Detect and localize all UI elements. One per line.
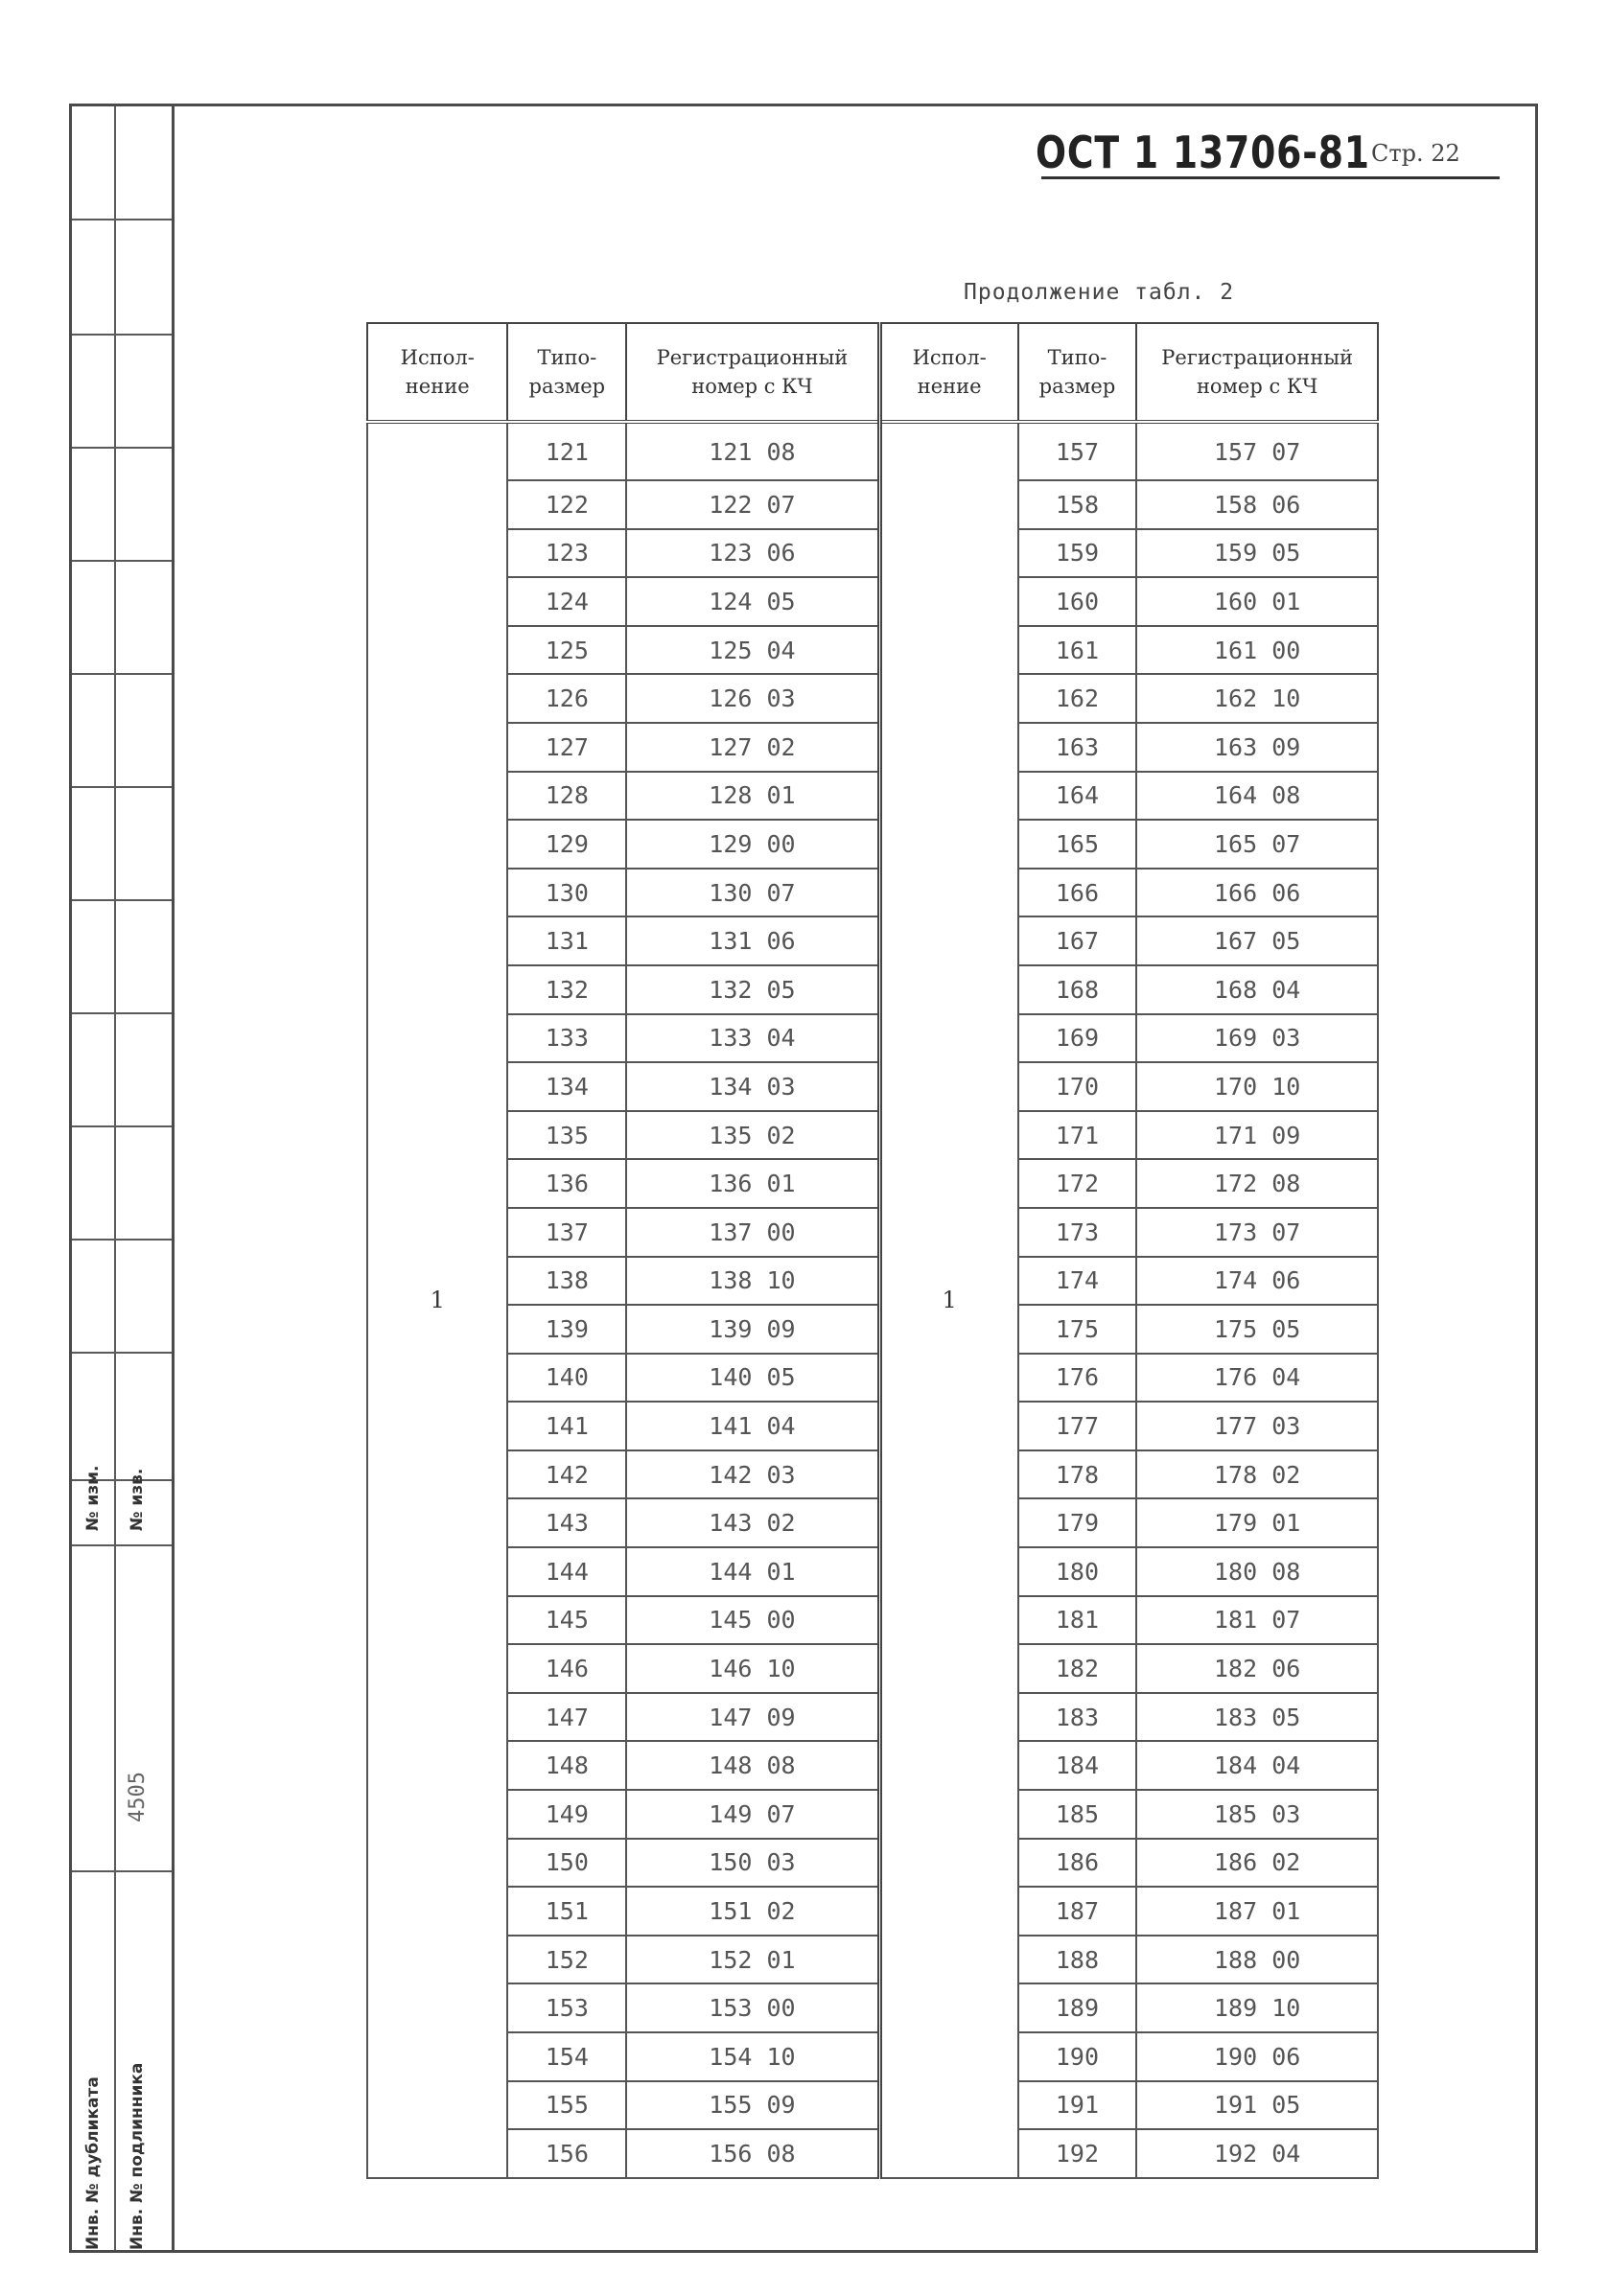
size-cell: 169: [1018, 1014, 1137, 1063]
table-row: [367, 820, 1378, 869]
strip-divider: [114, 106, 116, 2250]
strip-tick: [72, 219, 172, 220]
size-cell: 156: [507, 2129, 626, 2178]
size-cell: 185: [1018, 1790, 1137, 1839]
regnum-cell: 121 08: [626, 422, 879, 480]
size-cell: 154: [507, 2032, 626, 2081]
regnum-cell: 163 09: [1136, 723, 1378, 772]
header-regnum-right: Регистрационный номер с КЧ: [1136, 323, 1378, 422]
size-cell: 152: [507, 1936, 626, 1984]
regnum-cell: 161 00: [1136, 626, 1378, 675]
table-header-row: [367, 323, 1378, 422]
regnum-cell: 140 05: [626, 1354, 879, 1403]
size-cell: 181: [1018, 1596, 1137, 1645]
regnum-cell: 176 04: [1136, 1354, 1378, 1403]
size-cell: 144: [507, 1547, 626, 1596]
regnum-cell: 126 03: [626, 674, 879, 723]
size-cell: 133: [507, 1014, 626, 1063]
regnum-cell: 187 01: [1136, 1887, 1378, 1936]
regnum-cell: 124 05: [626, 577, 879, 626]
regnum-cell: 153 00: [626, 1983, 879, 2032]
strip-tick: [72, 899, 172, 901]
size-cell: 174: [1018, 1257, 1137, 1306]
doc-header: [1036, 127, 1460, 178]
size-cell: 136: [507, 1159, 626, 1208]
regnum-cell: 179 01: [1136, 1498, 1378, 1547]
size-cell: 162: [1018, 674, 1137, 723]
regnum-cell: 130 07: [626, 869, 879, 917]
table-row: [367, 2129, 1378, 2178]
size-cell: 186: [1018, 1839, 1137, 1888]
regnum-cell: 183 05: [1136, 1693, 1378, 1742]
size-cell: 141: [507, 1402, 626, 1450]
regnum-cell: 144 01: [626, 1547, 879, 1596]
size-cell: 131: [507, 916, 626, 965]
size-cell: 148: [507, 1741, 626, 1790]
regnum-cell: 131 06: [626, 916, 879, 965]
table-row: [367, 1644, 1378, 1693]
size-cell: 137: [507, 1208, 626, 1257]
size-cell: 158: [1018, 480, 1137, 529]
table-row: [367, 916, 1378, 965]
regnum-cell: 165 07: [1136, 820, 1378, 869]
registration-table: [366, 322, 1379, 2179]
size-cell: 129: [507, 820, 626, 869]
page-number: Стр. 22: [1371, 140, 1460, 167]
size-cell: 191: [1018, 2081, 1137, 2130]
strip-label-duplicate-inv: Инв. № дубликата: [83, 2076, 103, 2250]
table-row: [367, 674, 1378, 723]
regnum-cell: 141 04: [626, 1402, 879, 1450]
size-cell: 163: [1018, 723, 1137, 772]
size-cell: 153: [507, 1983, 626, 2032]
table-row: [367, 1402, 1378, 1450]
regnum-cell: 138 10: [626, 1257, 879, 1306]
size-cell: 176: [1018, 1354, 1137, 1403]
size-cell: 149: [507, 1790, 626, 1839]
regnum-cell: 172 08: [1136, 1159, 1378, 1208]
size-cell: 140: [507, 1354, 626, 1403]
header-regnum-left: Регистрационный номер с КЧ: [626, 323, 879, 422]
size-cell: 143: [507, 1498, 626, 1547]
regnum-cell: 122 07: [626, 480, 879, 529]
regnum-cell: 123 06: [626, 529, 879, 578]
size-cell: 145: [507, 1596, 626, 1645]
size-cell: 130: [507, 869, 626, 917]
size-cell: 122: [507, 480, 626, 529]
size-cell: 134: [507, 1062, 626, 1111]
table-caption: Продолжение табл. 2: [964, 280, 1235, 305]
table-row: [367, 965, 1378, 1014]
strip-tick: [72, 447, 172, 449]
regnum-cell: 157 07: [1136, 422, 1378, 480]
size-cell: 170: [1018, 1062, 1137, 1111]
regnum-cell: 128 01: [626, 772, 879, 821]
size-cell: 167: [1018, 916, 1137, 965]
size-cell: 172: [1018, 1159, 1137, 1208]
size-cell: 188: [1018, 1936, 1137, 1984]
size-cell: 168: [1018, 965, 1137, 1014]
regnum-cell: 181 07: [1136, 1596, 1378, 1645]
regnum-cell: 156 08: [626, 2129, 879, 2178]
strip-tick: [72, 1012, 172, 1014]
regnum-cell: 150 03: [626, 1839, 879, 1888]
table-row: [367, 1450, 1378, 1499]
table-row: [367, 1547, 1378, 1596]
size-cell: 183: [1018, 1693, 1137, 1742]
regnum-cell: 177 03: [1136, 1402, 1378, 1450]
size-cell: 180: [1018, 1547, 1137, 1596]
table-row: [367, 1498, 1378, 1547]
regnum-cell: 189 10: [1136, 1983, 1378, 2032]
size-cell: 142: [507, 1450, 626, 1499]
size-cell: 166: [1018, 869, 1137, 917]
regnum-cell: 151 02: [626, 1887, 879, 1936]
table-row: [367, 1839, 1378, 1888]
size-cell: 126: [507, 674, 626, 723]
size-cell: 132: [507, 965, 626, 1014]
size-cell: 135: [507, 1111, 626, 1160]
strip-inventory-number: 4505: [126, 1772, 150, 1822]
size-cell: 175: [1018, 1305, 1137, 1354]
strip-tick: [72, 1544, 172, 1546]
table-row: [367, 1111, 1378, 1160]
table-row: [367, 1062, 1378, 1111]
regnum-cell: 134 03: [626, 1062, 879, 1111]
size-cell: 178: [1018, 1450, 1137, 1499]
regnum-cell: 186 02: [1136, 1839, 1378, 1888]
size-cell: 171: [1018, 1111, 1137, 1160]
size-cell: 177: [1018, 1402, 1137, 1450]
regnum-cell: 125 04: [626, 626, 879, 675]
regnum-cell: 185 03: [1136, 1790, 1378, 1839]
table-row: [367, 422, 1378, 480]
size-cell: 184: [1018, 1741, 1137, 1790]
regnum-cell: 129 00: [626, 820, 879, 869]
table-row: [367, 723, 1378, 772]
table-row: [367, 529, 1378, 578]
strip-tick: [72, 1870, 172, 1872]
table-row: [367, 772, 1378, 821]
regnum-cell: 145 00: [626, 1596, 879, 1645]
size-cell: 164: [1018, 772, 1137, 821]
regnum-cell: 142 03: [626, 1450, 879, 1499]
regnum-cell: 168 04: [1136, 965, 1378, 1014]
strip-tick: [72, 334, 172, 336]
regnum-cell: 158 06: [1136, 480, 1378, 529]
size-cell: 165: [1018, 820, 1137, 869]
size-cell: 159: [1018, 529, 1137, 578]
size-cell: 123: [507, 529, 626, 578]
regnum-cell: 146 10: [626, 1644, 879, 1693]
regnum-cell: 139 09: [626, 1305, 879, 1354]
strip-label-change-no: № изм.: [83, 1465, 103, 1531]
size-cell: 128: [507, 772, 626, 821]
regnum-cell: 135 02: [626, 1111, 879, 1160]
table-row: [367, 1596, 1378, 1645]
regnum-cell: 188 00: [1136, 1936, 1378, 1984]
size-cell: 157: [1018, 422, 1137, 480]
table-row: [367, 2081, 1378, 2130]
regnum-cell: 164 08: [1136, 772, 1378, 821]
regnum-cell: 182 06: [1136, 1644, 1378, 1693]
regnum-cell: 147 09: [626, 1693, 879, 1742]
regnum-cell: 171 09: [1136, 1111, 1378, 1160]
table-row: [367, 480, 1378, 529]
table-row: [367, 1741, 1378, 1790]
strip-tick: [72, 1239, 172, 1241]
table-row: [367, 1936, 1378, 1984]
table-row: [367, 1159, 1378, 1208]
regnum-cell: 169 03: [1136, 1014, 1378, 1063]
document-code: ОСТ 1 13706-81: [1036, 127, 1370, 178]
regnum-cell: 166 06: [1136, 869, 1378, 917]
regnum-cell: 159 05: [1136, 529, 1378, 578]
regnum-cell: 178 02: [1136, 1450, 1378, 1499]
strip-label-original-inv: Инв. № подлинника: [128, 2062, 147, 2250]
table-row: [367, 1983, 1378, 2032]
size-cell: 189: [1018, 1983, 1137, 2032]
size-cell: 173: [1018, 1208, 1137, 1257]
regnum-cell: 132 05: [626, 965, 879, 1014]
table-row: [367, 577, 1378, 626]
regnum-cell: 184 04: [1136, 1741, 1378, 1790]
regnum-cell: 133 04: [626, 1014, 879, 1063]
regnum-cell: 148 08: [626, 1741, 879, 1790]
header-execution-left: Испол- нение: [367, 323, 507, 422]
table-row: [367, 1887, 1378, 1936]
size-cell: 160: [1018, 577, 1137, 626]
table-row: [367, 1693, 1378, 1742]
table-row: [367, 869, 1378, 917]
regnum-cell: 180 08: [1136, 1547, 1378, 1596]
regnum-cell: 143 02: [626, 1498, 879, 1547]
size-cell: 124: [507, 577, 626, 626]
size-cell: 182: [1018, 1644, 1137, 1693]
size-cell: 125: [507, 626, 626, 675]
strip-label-notice-no: № изв.: [128, 1468, 147, 1531]
regnum-cell: 137 00: [626, 1208, 879, 1257]
size-cell: 151: [507, 1887, 626, 1936]
header-size-left: Типо- размер: [507, 323, 626, 422]
size-cell: 187: [1018, 1887, 1137, 1936]
regnum-cell: 173 07: [1136, 1208, 1378, 1257]
strip-tick: [72, 560, 172, 562]
strip-tick: [72, 1352, 172, 1354]
size-cell: 138: [507, 1257, 626, 1306]
table-row: [367, 1208, 1378, 1257]
table-row: [367, 2032, 1378, 2081]
size-cell: 155: [507, 2081, 626, 2130]
regnum-cell: 127 02: [626, 723, 879, 772]
regnum-cell: 152 01: [626, 1936, 879, 1984]
table-row: [367, 1305, 1378, 1354]
strip-tick: [72, 673, 172, 675]
regnum-cell: 154 10: [626, 2032, 879, 2081]
regnum-cell: 155 09: [626, 2081, 879, 2130]
table-row: [367, 1354, 1378, 1403]
regnum-cell: 160 01: [1136, 577, 1378, 626]
regnum-cell: 170 10: [1136, 1062, 1378, 1111]
size-cell: 150: [507, 1839, 626, 1888]
regnum-cell: 191 05: [1136, 2081, 1378, 2130]
regnum-cell: 162 10: [1136, 674, 1378, 723]
regnum-cell: 175 05: [1136, 1305, 1378, 1354]
table-body: [367, 422, 1378, 2178]
size-cell: 121: [507, 422, 626, 480]
margin-strip: [72, 106, 175, 2250]
regnum-cell: 190 06: [1136, 2032, 1378, 2081]
size-cell: 147: [507, 1693, 626, 1742]
regnum-cell: 136 01: [626, 1159, 879, 1208]
regnum-cell: 174 06: [1136, 1257, 1378, 1306]
regnum-cell: 192 04: [1136, 2129, 1378, 2178]
regnum-cell: 167 05: [1136, 916, 1378, 965]
header-size-right: Типо- размер: [1018, 323, 1137, 422]
regnum-cell: 149 07: [626, 1790, 879, 1839]
size-cell: 161: [1018, 626, 1137, 675]
execution-cell-left: 1: [367, 422, 507, 2178]
size-cell: 127: [507, 723, 626, 772]
table-row: [367, 1257, 1378, 1306]
size-cell: 139: [507, 1305, 626, 1354]
size-cell: 190: [1018, 2032, 1137, 2081]
header-execution-right: Испол- нение: [879, 323, 1017, 422]
header-underline: [1041, 176, 1500, 179]
strip-tick: [72, 786, 172, 788]
execution-cell-right: 1: [879, 422, 1017, 2178]
table-row: [367, 626, 1378, 675]
size-cell: 179: [1018, 1498, 1137, 1547]
strip-tick: [72, 1125, 172, 1127]
size-cell: 192: [1018, 2129, 1137, 2178]
table-row: [367, 1790, 1378, 1839]
size-cell: 146: [507, 1644, 626, 1693]
table-row: [367, 1014, 1378, 1063]
